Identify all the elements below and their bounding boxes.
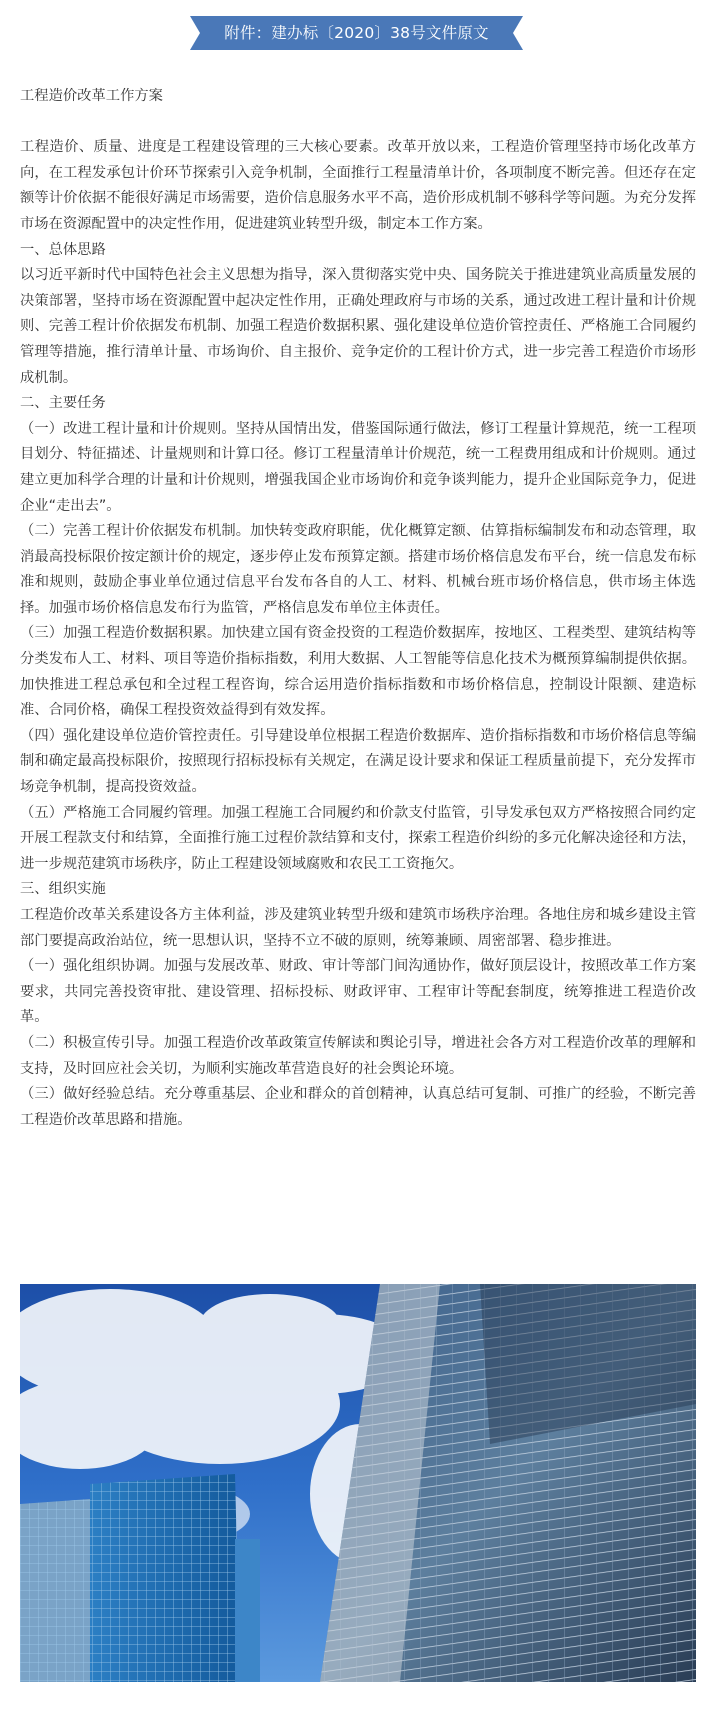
buildings-illustration bbox=[20, 1284, 696, 1682]
paragraph-overall-approach: 以习近平新时代中国特色社会主义思想为指导，深入贯彻落实党中央、国务院关于推进建筑业高质量发展的决策部署，坚持市场在资源配置中起决定性作用，正确处理政府与市场的关系，通过改进工程计量和计价规则、完善工程计价依据发布机制、加强工程造价数据积累、强化建设单位造价管控责任、严格施工合同履约管理等措施，推行清单计量、市场询价、自主报价、竞争定价的工程计价方式，进一步完善工程造价市场形成机制。 bbox=[20, 267, 696, 386]
section-heading-2: 二、主要任务 bbox=[20, 395, 106, 412]
section-heading-1: 一、总体思路 bbox=[20, 241, 106, 258]
paragraph-task-1: （一）改进工程计量和计价规则。坚持从国情出发，借鉴国际通行做法，修订工程量计算规范，统一工程项目划分、特征描述、计量规则和计算口径。修订工程量清单计价规范，统一工程费用组成和计价规则。通过建立更加科学合理的计量和计价规则，增强我国企业市场询价和竞争谈判能力，提升企业国际竞争力，促进企业“走出去”。 bbox=[20, 420, 696, 514]
document-body bbox=[20, 84, 696, 1133]
left-buildings bbox=[20, 1474, 260, 1682]
paragraph-impl-2: （二）积极宣传引导。加强工程造价改革政策宣传解读和舆论引导，增进社会各方对工程造价改革的理解和支持，及时回应社会关切，为顺利实施改革营造良好的社会舆论环境。 bbox=[20, 1034, 696, 1077]
paragraph-task-2: （二）完善工程计价依据发布机制。加快转变政府职能，优化概算定额、估算指标编制发布和动态管理，取消最高投标限价按定额计价的规定，逐步停止发布预算定额。搭建市场价格信息发布平台，统一信息发布标准和规则，鼓励企事业单位通过信息平台发布各自的人工、材料、机械台班市场价格信息，供市场主体选择。加强市场价格信息发布行为监管，严格信息发布单位主体责任。 bbox=[20, 523, 696, 616]
paragraph-task-4: （四）强化建设单位造价管控责任。引导建设单位根据工程造价数据库、造价指标指数和市场价格信息等编制和确定最高投标限价，按照现行招标投标有关规定，在满足设计要求和保证工程质量前提下，充分发挥市场竞争机制，提高投资效益。 bbox=[20, 727, 696, 796]
paragraph-task-5: （五）严格施工合同履约管理。加强工程施工合同履约和价款支付监管，引导发承包双方严格按照合同约定开展工程款支付和结算，全面推行施工过程价款结算和支付，探索工程造价纠纷的多元化解决途径和方法，进一步规范建筑市场秩序，防止工程建设领域腐败和农民工工资拖欠。 bbox=[20, 804, 696, 872]
intro-paragraph: 工程造价、质量、进度是工程建设管理的三大核心要素。改革开放以来，工程造价管理坚持市场化改革方向，在工程发承包计价环节探索引入竞争机制，全面推行工程量清单计价，各项制度不断完善。但还存在定额等计价依据不能很好满足市场需要，造价信息服务水平不高，造价形成机制不够科学等问题。为充分发挥市场在资源配置中的决定性作用，促进建筑业转型升级，制定本工作方案。 bbox=[20, 139, 696, 232]
section-heading-3: 三、组织实施 bbox=[20, 881, 106, 898]
buildings-photo bbox=[20, 1284, 696, 1682]
document-title: 工程造价改革工作方案 bbox=[20, 88, 163, 104]
paragraph-implementation: 工程造价改革关系建设各方主体利益，涉及建筑业转型升级和建筑市场秩序治理。各地住房和城乡建设主管部门要提高政治站位，统一思想认识，坚持不立不破的原则，统筹兼顾、周密部署、稳步推进。 bbox=[20, 907, 696, 949]
right-tower bbox=[320, 1284, 696, 1682]
paragraph-task-3: （三）加强工程造价数据积累。加快建立国有资金投资的工程造价数据库，按地区、工程类型、建筑结构等分类发布人工、材料、项目等造价指标指数，利用大数据、人工智能等信息化技术为概预算编制提供依据。加快推进工程总承包和全过程工程咨询，综合运用造价指标指数和市场价格信息，控制设计限额、建造标准、合同价格，确保工程投资效益得到有效发挥。 bbox=[20, 625, 696, 719]
paragraph-impl-1: （一）强化组织协调。加强与发展改革、财政、审计等部门间沟通协作，做好顶层设计，按照改革工作方案要求，共同完善投资审批、建设管理、招标投标、财政评审、工程审计等配套制度，统筹推进工程造价改革。 bbox=[20, 958, 696, 1026]
attachment-banner: 附件：建办标〔2020〕38号文件原文 bbox=[190, 16, 522, 50]
paragraph-impl-3: （三）做好经验总结。充分尊重基层、企业和群众的首创精神，认真总结可复制、可推广的经验，不断完善工程造价改革思路和措施。 bbox=[20, 1086, 696, 1128]
banner-wrap bbox=[0, 16, 713, 50]
